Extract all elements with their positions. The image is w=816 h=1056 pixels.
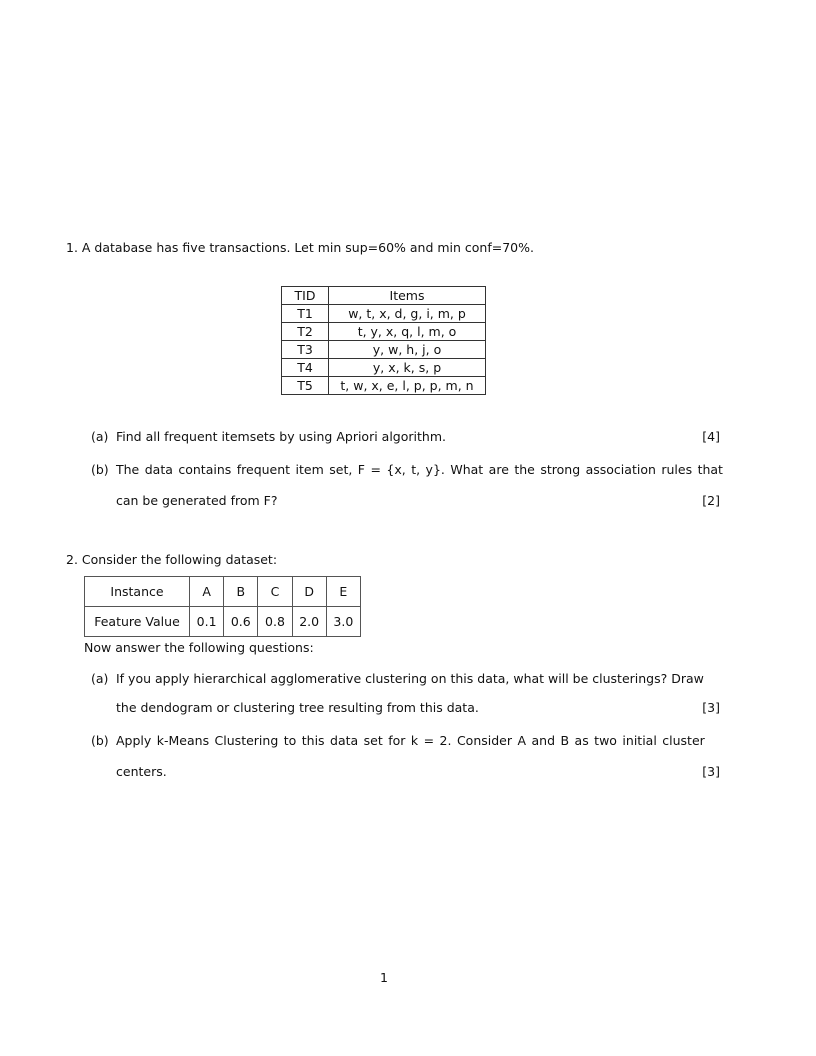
header-d: D xyxy=(292,577,326,607)
table-row xyxy=(85,607,361,637)
items-cell: t, w, x, e, l, p, p, m, n xyxy=(329,377,486,395)
q2b-text: Apply k-Means Clustering to this data set for k = 2. Consider A and B as two initial cluster xyxy=(116,733,705,748)
q1b-marks: [2] xyxy=(702,493,720,508)
header-e: E xyxy=(326,577,360,607)
value-cell: 0.8 xyxy=(258,607,292,637)
table-row xyxy=(282,323,486,341)
value-cell: 0.1 xyxy=(190,607,224,637)
table-row xyxy=(282,359,486,377)
q2-intro: Now answer the following questions: xyxy=(84,640,314,655)
q1b-text: The data contains frequent item set, F = {x, t, y}. What are the strong association rules that xyxy=(116,462,723,477)
dataset-table xyxy=(84,576,361,637)
header-instance: Instance xyxy=(85,577,190,607)
q1b-text-cont: can be generated from F? xyxy=(116,493,278,508)
question-1-text: 1. A database has five transactions. Let min sup=60% and min conf=70%. xyxy=(66,240,534,255)
q2a-text-cont: the dendogram or clustering tree resulting from this data. xyxy=(116,700,479,715)
q1a-marks: [4] xyxy=(702,429,720,444)
q2a-label: (a) xyxy=(91,671,109,686)
transactions-table xyxy=(281,286,486,395)
tid-cell: T2 xyxy=(282,323,329,341)
q1b-label: (b) xyxy=(91,462,109,477)
table-header-row xyxy=(85,577,361,607)
tid-cell: T4 xyxy=(282,359,329,377)
q2a-text: If you apply hierarchical agglomerative clustering on this data, what will be clusterings? Draw xyxy=(116,671,704,686)
value-cell: 0.6 xyxy=(224,607,258,637)
header-b: B xyxy=(224,577,258,607)
page-number: 1 xyxy=(380,970,388,985)
header-tid: TID xyxy=(282,287,329,305)
tid-cell: T1 xyxy=(282,305,329,323)
table-header-row xyxy=(282,287,486,305)
q2b-label: (b) xyxy=(91,733,109,748)
items-cell: y, x, k, s, p xyxy=(329,359,486,377)
feature-label: Feature Value xyxy=(85,607,190,637)
value-cell: 2.0 xyxy=(292,607,326,637)
items-cell: t, y, x, q, l, m, o xyxy=(329,323,486,341)
items-cell: w, t, x, d, g, i, m, p xyxy=(329,305,486,323)
q1a-text: Find all frequent itemsets by using Apriori algorithm. xyxy=(116,429,446,444)
value-cell: 3.0 xyxy=(326,607,360,637)
items-cell: y, w, h, j, o xyxy=(329,341,486,359)
table-row xyxy=(282,305,486,323)
q2a-marks: [3] xyxy=(702,700,720,715)
tid-cell: T3 xyxy=(282,341,329,359)
table-row xyxy=(282,377,486,395)
q2b-marks: [3] xyxy=(702,764,720,779)
table-row xyxy=(282,341,486,359)
header-c: C xyxy=(258,577,292,607)
header-items: Items xyxy=(329,287,486,305)
header-a: A xyxy=(190,577,224,607)
tid-cell: T5 xyxy=(282,377,329,395)
q1a-label: (a) xyxy=(91,429,109,444)
question-2-text: 2. Consider the following dataset: xyxy=(66,552,278,567)
q2b-text-cont: centers. xyxy=(116,764,167,779)
